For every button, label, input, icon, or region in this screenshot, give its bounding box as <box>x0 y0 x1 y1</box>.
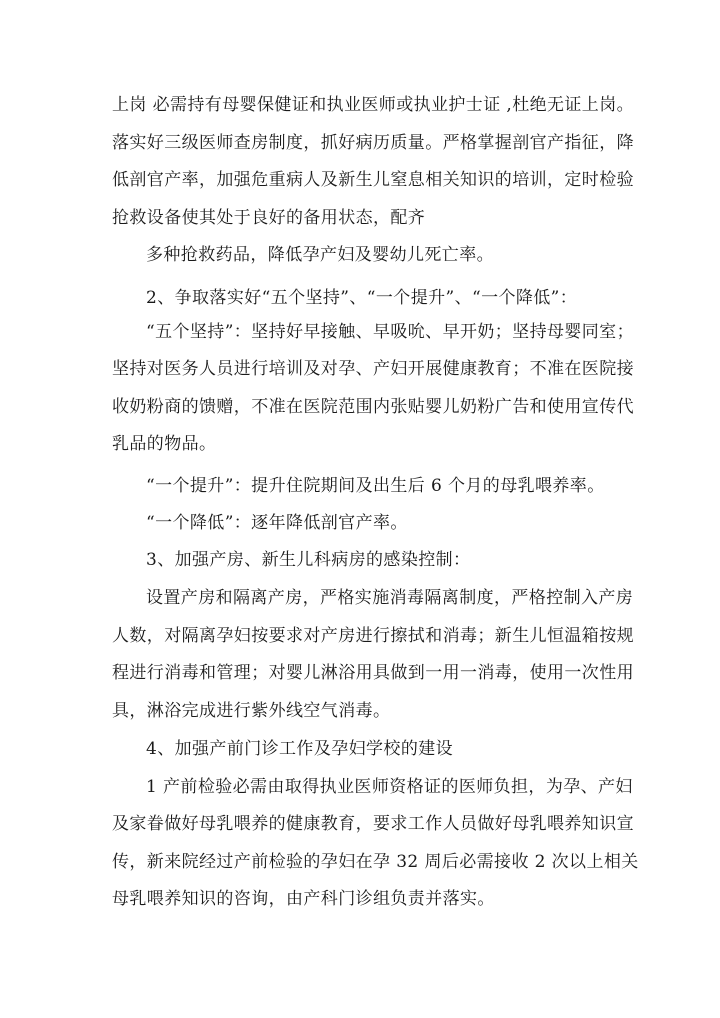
section-heading-3: 3、加强产房、新生儿科病房的感染控制： <box>146 550 471 570</box>
body-text-line: 抢救设备使其处于良好的备用状态，配齐 <box>112 208 426 228</box>
body-text-line: 低剖官产率，加强危重病人及新生儿窒息相关知识的培训，定时检验 <box>112 170 634 190</box>
body-text-line: 传，新来院经过产前检验的孕妇在孕 32 周后必需接收 2 次以上相关 <box>112 852 639 872</box>
body-text-line: 坚持对医务人员进行培训及对孕、产妇开展健康教育；不准在医院接 <box>112 359 634 379</box>
body-text-line: 设置产房和隔离产房，严格实施消毒隔离制度，严格控制入产房 <box>146 588 634 608</box>
body-text-line: 收奶粉商的馈赠，不准在医院范围内张贴婴儿奶粉广告和使用宣传代 <box>112 397 634 417</box>
body-text-line: 上岗 必需持有母婴保健证和执业医师或执业护士证 ,杜绝无证上岗。 <box>112 95 635 115</box>
body-text-line: 程进行消毒和管理；对婴儿淋浴用具做到一用一消毒，使用一次性用 <box>112 663 634 683</box>
body-text-line: 母乳喂养知识的咨询，由产科门诊组负责并落实。 <box>112 889 495 909</box>
body-text-line: 具，淋浴完成进行紫外线空气消毒。 <box>112 701 391 721</box>
body-text-line: 落实好三级医师查房制度，抓好病历质量。严格掌握剖官产指征，降 <box>112 133 634 153</box>
body-text-line: “一个降低”：逐年降低剖官产率。 <box>146 513 408 533</box>
section-heading-2: 2、争取落实好“五个坚持”、“一个提升”、“一个降低”： <box>146 288 578 308</box>
body-text-line: 乳品的物品。 <box>112 434 217 454</box>
body-text-line: 1 产前检验必需由取得执业医师资格证的医师负担，为孕、产妇 <box>146 777 633 797</box>
section-heading-4: 4、加强产前门诊工作及孕妇学校的建设 <box>146 739 454 759</box>
body-text-line: 多种抢救药品，降低孕产妇及婴幼儿死亡率。 <box>146 245 494 265</box>
body-text-line: 及家眷做好母乳喂养的健康教育，要求工作人员做好母乳喂养知识宣 <box>112 814 634 834</box>
body-text-line: “一个提升”：提升住院期间及出生后 6 个月的母乳喂养率。 <box>146 476 605 496</box>
body-text-line: “五个坚持”：坚持好早接触、早吸吮、早开奶；坚持母婴同室； <box>146 322 634 342</box>
body-text-line: 人数，对隔离孕妇按要求对产房进行擦拭和消毒；新生儿恒温箱按规 <box>112 626 634 646</box>
